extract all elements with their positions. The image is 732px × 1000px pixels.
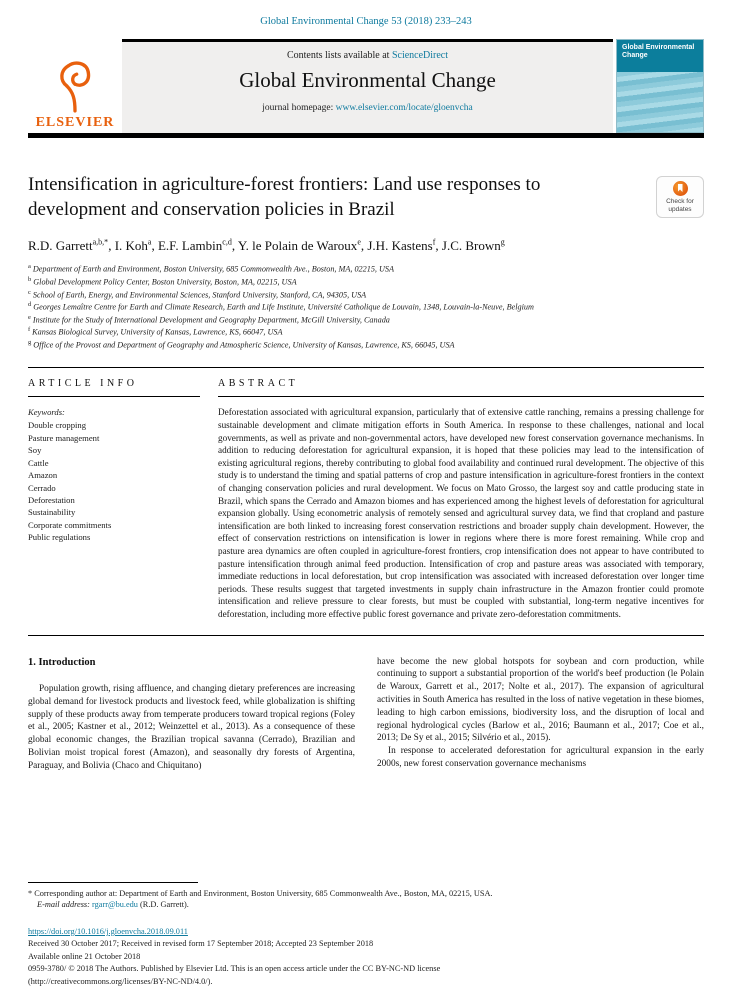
author: , J.C. Brown$^g$ (435, 238, 505, 254)
affiliation: $^g$ Office of the Provost and Department of Geography and Atmospheric Science, University of Kansas, Lawrence, KS, 66045, USA (28, 338, 455, 350)
journal-cover-art (617, 72, 703, 132)
author: , Y. le Polain de Waroux$^e$ (231, 238, 361, 254)
keyword-item: Cattle (28, 457, 49, 468)
journal-homepage-link[interactable]: www.elsevier.com/locate/gloenvcha (335, 103, 473, 113)
keyword-item: Amazon (28, 470, 58, 481)
affiliation: $^c$ School of Earth, Energy, and Environmental Sciences, Stanford University, Stanford, CA, 94305, USA (28, 288, 367, 300)
elsevier-logo (28, 39, 122, 133)
journal-cover-title: Global Environmental Change (617, 40, 703, 72)
affiliation: $^d$ Georges Lemaître Centre for Earth and Climate Research, Earth and Life Institute, Université Catholique de Louvain, 1348, Louvain-la-Neuve, Belgium (28, 301, 534, 312)
check-for-updates-label: Check for updates (666, 198, 694, 213)
author: R.D. Garrett$^{a,b,*}$ (28, 238, 109, 254)
received-dates: Received 30 October 2017; Received in revised form 17 September 2018; Accepted 23 September 2018 (28, 939, 374, 949)
author: , J.H. Kastens$^f$ (360, 238, 436, 254)
article-info-rule (28, 396, 200, 397)
license-link[interactable]: (http://creativecommons.org/licenses/BY-NC-ND/4.0/). (28, 976, 213, 986)
journal-title: Global Environmental Change (239, 68, 496, 92)
article-info-column (28, 374, 200, 620)
keywords-label: Keywords: (28, 407, 65, 418)
title-row (28, 172, 704, 222)
check-for-updates-badge[interactable] (656, 176, 704, 218)
keyword-item: Cerrado (28, 482, 56, 493)
keyword-item: Soy (28, 445, 42, 456)
journal-banner (122, 39, 613, 133)
introduction-section (28, 656, 704, 773)
corresponding-author-note: * Corresponding author at: Department of Earth and Environment, Boston University, 685 Commonwealth Ave., Boston, MA, 02215, USA. (28, 888, 493, 898)
keyword-item: Double cropping (28, 420, 86, 431)
email-label: E-mail address: (37, 900, 92, 910)
article-info-abstract-block (28, 367, 704, 635)
affiliation: $^a$ Department of Earth and Environment, Boston University, 685 Commonwealth Ave., Boston, MA, 02215, USA (28, 263, 395, 275)
section-heading: 1. Introduction (28, 656, 96, 668)
email-line (28, 899, 704, 911)
affiliation: $^f$ Kansas Biological Survey, University of Kansas, Lawrence, KS, 66047, USA (28, 326, 283, 338)
body-column-left (28, 656, 355, 773)
affiliation: $^b$ Global Development Policy Center, Boston University, Boston, MA, 02215, USA (28, 276, 297, 287)
keyword-item: Sustainability (28, 507, 76, 518)
contents-line-text: Contents lists available at (286, 50, 392, 61)
article-info-heading: ARTICLE INFO (28, 378, 138, 390)
keyword-item: Corporate commitments (28, 519, 112, 530)
affiliation-list (28, 263, 704, 351)
email-link[interactable]: rgarr@bu.edu (92, 900, 138, 910)
masthead (28, 39, 704, 133)
abstract-rule (218, 396, 704, 397)
abstract-column (218, 374, 704, 620)
publication-info (28, 926, 704, 988)
journal-cover (616, 39, 704, 133)
elsevier-tree-icon (50, 55, 100, 115)
abstract-heading: ABSTRACT (218, 378, 299, 390)
author: , I. Koh$^a$ (108, 238, 152, 254)
article-title: Intensification in agriculture-forest frontiers: Land use responses to development and conservation policies in Brazil (28, 174, 541, 221)
body-column-right (377, 656, 704, 773)
elsevier-logo-text: ELSEVIER (35, 115, 115, 130)
contents-line (122, 50, 613, 61)
affiliation: $^e$ Institute for the Study of International Development and Geography Department, McGill University, Canada (28, 313, 390, 325)
abstract-text: Deforestation associated with agricultural expansion, particularly that of extensive cattle ranching, remains a pressing challenge for sustainable development and climate mitigation efforts in South America. In response to these challenges, national and local governments, as well as private and non-governmental actors, have developed new forest conservation governance mechanisms. In addition to reducing deforestation for agricultural expansion, it is hoped that these policies may lead to the intensification of existing agricultural regions, thereby contributing to global food availability and continued rural development. The objective of this study is to understand the timing and spatial patterns of crop and pasture intensification in agriculture-forest frontiers in the context of changing conservation policies and rural development. We focus on Mato Grosso, the largest soy and cattle producing state in Brazil, which spans the Cerrado and Amazon biomes and has experienced among the highest levels of deforestation for agricultural expansion globally. Using econometric analysis of remotely sensed and agricultural survey data, we find that cropland and pasture intensification are both linked to increasing forest conservation restrictions and broader supply chain development. However, the effect of conservation restrictions on intensification is lower in regions where there is more forest remaining. While crop and pasture area dynamics are often coupled in agriculture-forest frontiers, crop intensification does not appear to have contributed to pasture intensification through animal feed production. Intensification of crop and pasture areas was associated with temporary, immediate reductions in local deforestation, but crop intensification was associated with increased deforestation over longer time periods. These results suggest that targeted investments in supply chain infrastructure in the Amazon frontier could promote intensification and relieve pressure to clear forests, but must be coupled with substantial, long-term negative incentives for deforestation, including more effective public forest governance and private zero-deforestation commitments. (218, 407, 704, 619)
intro-paragraph-1-continued: have become the new global hotspots for soybean and corn production, while continuing to support a substantial proportion of the world's beef production (le Polain de Waroux, Garrett et al., 2017; Nolte et al., 2017). The expansion of agricultural activities in South America has resulted in the loss of native vegetation in these biomes, leading to high carbon emissions, biodiversity loss, and the disruption of local and regional hydrological cycles (Barlow et al., 2016; Baumann et al., 2017; Coe et al., 2013; De Sy et al., 2015; Silvério et al., 2015). (377, 656, 704, 744)
doi-link[interactable]: https://doi.org/10.1016/j.gloenvcha.2018.09.011 (28, 926, 188, 936)
homepage-line (122, 103, 613, 113)
intro-paragraph-1: Population growth, rising affluence, and changing dietary preferences are increasing global demand for livestock products and livestock feed, while globalization is shifting supply of these products away from temperate producers toward tropical regions (Foley et al., 2005; Kastner et al., 2012; Weinzettel et al., 2013). As a consequence of these global economic changes, the Brazilian tropical savanna (Cerrado), Brazilian and Bolivian moist tropical forest (Amazon), and seasonally dry forests of Argentina, Paraguay, and Bolivia (Chaco and Chiquitano) (28, 684, 355, 771)
intro-paragraph-2: In response to accelerated deforestation for agricultural expansion in the early 2000s, new forest conservation governance mechanisms (377, 746, 704, 770)
keyword-item: Public regulations (28, 532, 91, 543)
available-online: Available online 21 October 2018 (28, 951, 141, 961)
masthead-divider (28, 133, 704, 138)
author: , E.F. Lambin$^{c,d}$ (151, 238, 232, 254)
footnote-rule (28, 882, 198, 883)
sciencedirect-link[interactable]: ScienceDirect (391, 50, 449, 61)
crossmark-icon (673, 181, 688, 196)
homepage-label: journal homepage: (262, 103, 336, 113)
author-list (28, 238, 704, 254)
copyright-line: 0959-3780/ © 2018 The Authors. Published by Elsevier Ltd. This is an open access article under the CC BY-NC-ND license (28, 964, 441, 974)
keyword-item: Pasture management (28, 432, 100, 443)
footnotes (28, 882, 704, 988)
journal-citation: Global Environmental Change 53 (2018) 233–243 (260, 16, 472, 27)
keyword-item: Deforestation (28, 495, 75, 506)
email-suffix: (R.D. Garrett). (137, 900, 189, 910)
